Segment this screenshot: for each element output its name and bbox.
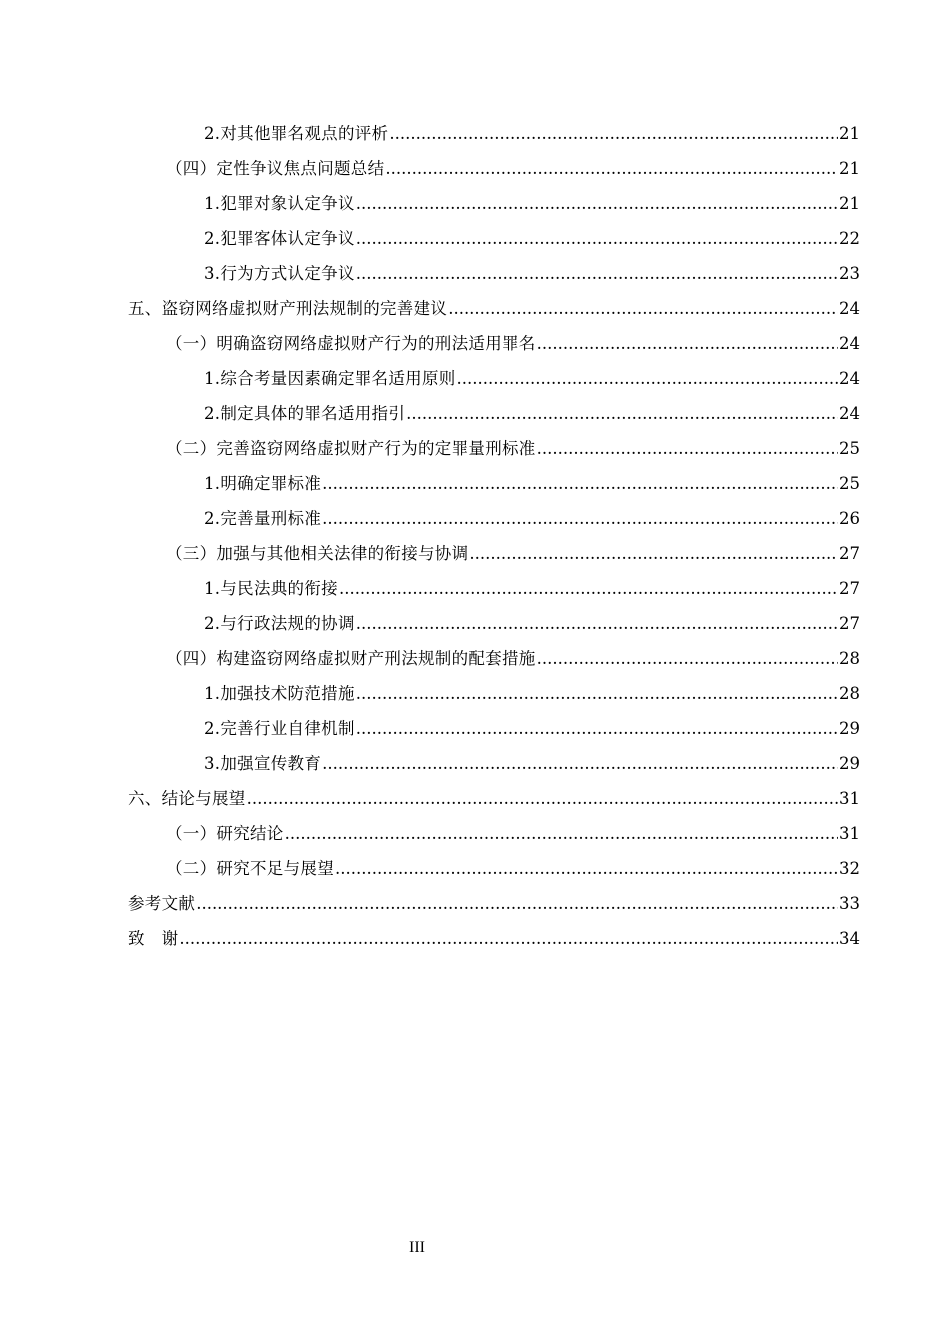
toc-entry-title: 参考文献 [128,894,196,913]
page-number: III [409,1239,425,1256]
toc-leader-dots [322,509,838,529]
toc-leader-dots [389,124,838,144]
toc-entry[interactable] [0,459,950,494]
toc-entry-page: 33 [839,894,860,913]
toc-leader-dots [385,159,838,179]
toc-entry-title: 1.加强技术防范措施 [204,684,355,703]
toc-entry-page: 29 [839,719,860,738]
toc-entry-page: 21 [839,159,860,178]
toc-entry[interactable] [0,809,950,844]
toc-entry-page: 27 [839,544,860,563]
toc-entry-page: 24 [839,369,860,388]
toc-entry[interactable] [0,109,950,144]
toc-entry[interactable] [0,424,950,459]
toc-entry-title: 1.犯罪对象认定争议 [204,194,355,213]
toc-entry-title: 1.与民法典的衔接 [204,579,338,598]
toc-leader-dots [406,404,838,424]
toc-leader-dots [356,614,838,634]
toc-entry-page: 24 [839,299,860,318]
toc-entry-title: 2.对其他罪名观点的评析 [204,124,389,143]
toc-leader-dots [356,264,838,284]
toc-leader-dots [469,544,838,564]
toc-entry[interactable] [0,669,950,704]
toc-entry[interactable] [0,179,950,214]
toc-entry[interactable] [0,564,950,599]
toc-entry-title: 1.综合考量因素确定罪名适用原则 [204,369,456,388]
toc-entry-title: 3.行为方式认定争议 [204,264,355,283]
toc-entry-page: 31 [839,824,860,843]
toc-leader-dots [339,579,838,599]
toc-entry[interactable] [0,284,950,319]
toc-leader-dots [179,929,838,949]
toc-entry[interactable] [0,494,950,529]
toc-entry-title: （一）明确盗窃网络虚拟财产行为的刑法适用罪名 [166,334,536,353]
toc-entry[interactable] [0,214,950,249]
toc-entry[interactable] [0,914,950,949]
toc-entry[interactable] [0,354,950,389]
toc-entry[interactable] [0,529,950,564]
toc-entry[interactable] [0,774,950,809]
toc-entry-title: 2.犯罪客体认定争议 [204,229,355,248]
toc-entry[interactable] [0,739,950,774]
toc-entry-page: 26 [839,509,860,528]
toc-leader-dots [356,194,838,214]
toc-entry-page: 32 [839,859,860,878]
toc-leader-dots [448,299,838,319]
toc-entry[interactable] [0,144,950,179]
toc-entry[interactable] [0,844,950,879]
toc-entry[interactable] [0,599,950,634]
toc-entry-title: 2.完善行业自律机制 [204,719,355,738]
toc-entry-title: （二）研究不足与展望 [166,859,334,878]
toc-entry-title: 2.与行政法规的协调 [204,614,355,633]
toc-entry-title: （三）加强与其他相关法律的衔接与协调 [166,544,469,563]
toc-entry-page: 21 [839,124,860,143]
toc-entry-page: 31 [839,789,860,808]
toc-entry-title: 2.完善量刑标准 [204,509,322,528]
toc-entry-title: （四）构建盗窃网络虚拟财产刑法规制的配套措施 [166,649,536,668]
toc-leader-dots [537,334,838,354]
toc-entry-title: 六、结论与展望 [128,789,246,808]
toc-entry[interactable] [0,634,950,669]
toc-leader-dots [322,754,838,774]
toc-leader-dots [537,649,838,669]
toc-entry-page: 21 [839,194,860,213]
toc-leader-dots [322,474,838,494]
toc-entry-page: 28 [839,649,860,668]
toc-entry[interactable] [0,249,950,284]
toc-entry-page: 25 [839,439,860,458]
toc-entry-page: 25 [839,474,860,493]
toc-entry-page: 24 [839,334,860,353]
toc-leader-dots [356,684,838,704]
toc-entry-page: 28 [839,684,860,703]
toc-entry-page: 23 [839,264,860,283]
toc-entry-page: 24 [839,404,860,423]
toc-leader-dots [247,789,838,809]
toc-entry-title: （四）定性争议焦点问题总结 [166,159,385,178]
toc-entry[interactable] [0,319,950,354]
toc-entry-page: 27 [839,579,860,598]
toc-leader-dots [335,859,838,879]
toc-entry-title: 3.加强宣传教育 [204,754,322,773]
toc-entry[interactable] [0,389,950,424]
toc-entry-title: （一）研究结论 [166,824,284,843]
toc-entry-title: （二）完善盗窃网络虚拟财产行为的定罪量刑标准 [166,439,536,458]
toc-entry-title: 五、盗窃网络虚拟财产刑法规制的完善建议 [128,299,448,318]
toc-entry[interactable] [0,879,950,914]
toc-leader-dots [356,719,838,739]
toc-entry[interactable] [0,704,950,739]
toc-entry-page: 29 [839,754,860,773]
toc-leader-dots [457,369,838,389]
toc-entry-page: 27 [839,614,860,633]
table-of-contents [0,109,950,949]
toc-entry-title: 2.制定具体的罪名适用指引 [204,404,406,423]
toc-leader-dots [356,229,838,249]
toc-leader-dots [196,894,838,914]
toc-entry-title: 致 谢 [128,929,179,948]
toc-entry-page: 22 [839,229,860,248]
toc-leader-dots [285,824,838,844]
toc-entry-title: 1.明确定罪标准 [204,474,322,493]
toc-leader-dots [537,439,838,459]
toc-entry-page: 34 [839,929,860,948]
